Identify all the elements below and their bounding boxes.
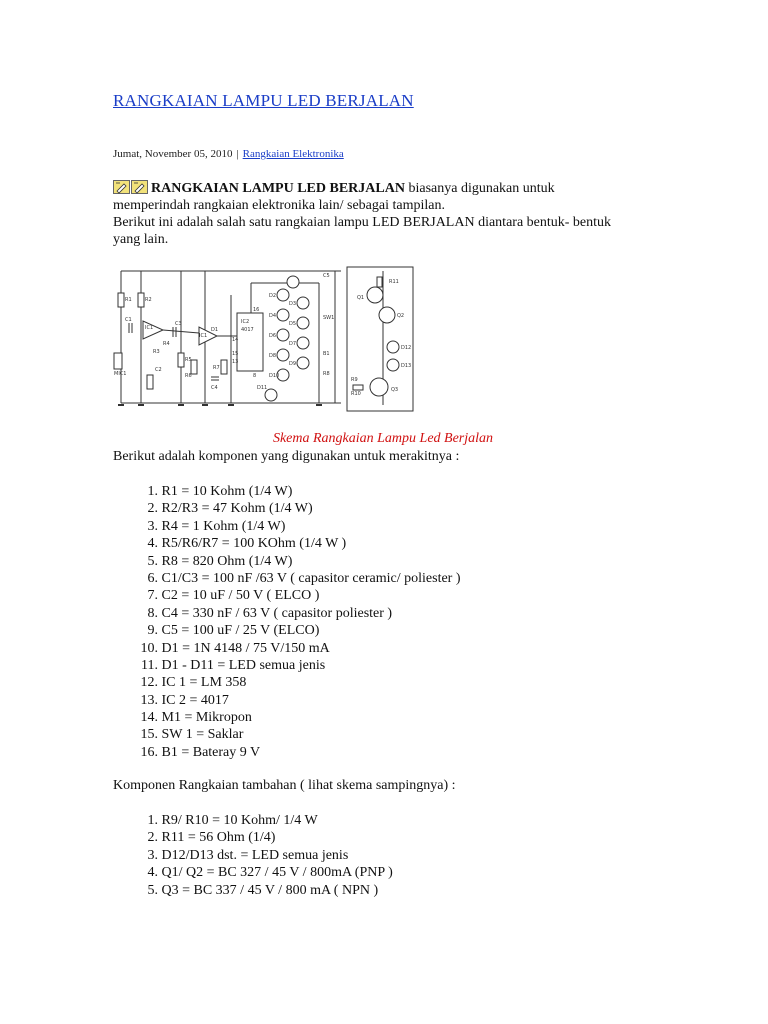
list-item: 2. R2/R3 = 47 Kohm (1/4 W) — [147, 501, 313, 517]
list-item: 4. R5/R6/R7 = 100 KOhm (1/4 W ) — [147, 536, 347, 552]
list-item: 4. Q1/ Q2 = BC 327 / 45 V / 800mA (PNP ) — [147, 865, 393, 881]
led-label: D4 — [269, 313, 277, 319]
schematic-label: R7 — [213, 365, 220, 371]
list-item: 15. SW 1 = Saklar — [140, 727, 244, 743]
schematic-label: C1 — [125, 317, 132, 323]
schematic-label: R8 — [323, 371, 330, 377]
intro-line-2: memperindah rangkaian elektronika lain/ sebagai tampilan. — [113, 198, 445, 213]
list-item: 5. Q3 = BC 337 / 45 V / 800 mA ( NPN ) — [147, 882, 379, 898]
schematic-label: D1 — [211, 327, 219, 333]
led-label: D5 — [289, 321, 297, 327]
intro-line-1-rest: biasanya digunakan untuk — [404, 181, 555, 196]
led-label: D3 — [289, 301, 297, 307]
schematic-label: C5 — [323, 273, 330, 279]
schematic-caption: Skema Rangkaian Lampu Led Berjalan — [272, 431, 494, 446]
list-item: 14. M1 = Mikropon — [140, 710, 252, 726]
list-item: 13. IC 2 = 4017 — [140, 692, 229, 708]
intro-bold-title: RANGKAIAN LAMPU LED BERJALAN — [151, 181, 405, 196]
list-item: 11. D1 - D11 = LED semua jenis — [141, 657, 326, 673]
schematic-label: R1 — [125, 297, 132, 303]
list-item: 3. D12/D13 dst. = LED semua jenis — [147, 847, 349, 863]
schematic-label: R6 — [185, 373, 192, 379]
schematic-label: 16 — [253, 307, 260, 313]
schematic-label: 4017 — [241, 327, 254, 333]
led-label: D9 — [289, 361, 297, 367]
components-intro: Berikut adalah komponen yang digunakan untuk merakitnya : — [113, 449, 460, 464]
schematic-label: 15 — [232, 351, 239, 357]
schematic-label: R11 — [389, 279, 399, 285]
list-item: 1. R1 = 10 Kohm (1/4 W) — [147, 484, 293, 499]
post-date: Jumat, November 05, 2010 — [113, 148, 233, 160]
led-label: D6 — [269, 333, 277, 339]
list-item: 2. R11 = 56 Ohm (1/4) — [147, 830, 276, 846]
intro-paragraph — [113, 180, 673, 248]
schematic-label: R4 — [163, 341, 170, 347]
led-label: D7 — [289, 341, 297, 347]
schematic-label: R3 — [153, 349, 160, 355]
article-title-link[interactable]: RANGKAIAN LAMPU LED BERJALAN — [113, 91, 414, 110]
schematic-label: 13 — [232, 359, 239, 365]
schematic-label: R10 — [351, 391, 361, 397]
list-item: 8. C4 = 330 nF / 63 V ( capasitor poliester ) — [147, 605, 393, 621]
led-label: D11 — [257, 385, 268, 391]
category-link[interactable]: Rangkaian Elektronika — [242, 148, 344, 160]
led-label: D8 — [269, 353, 277, 359]
intro-line-1 — [113, 180, 673, 197]
list-item: 1. R9/ R10 = 10 Kohm/ 1/4 W — [147, 813, 318, 828]
schematic-label: Q1 — [357, 295, 365, 301]
schematic-label: 8 — [253, 373, 257, 379]
schematic-label: IC2 — [241, 319, 250, 325]
schematic-label: MIC1 — [114, 371, 127, 377]
list-item: 9. C5 = 100 uF / 25 V (ELCO) — [147, 623, 320, 639]
led-label: D2 — [269, 293, 277, 299]
schematic-label: SW1 — [323, 315, 335, 321]
schematic-label: Q3 — [391, 387, 399, 393]
schematic-label: D12 — [401, 345, 412, 351]
schematic-label: C4 — [211, 385, 218, 391]
schematic-label: 14 — [232, 337, 239, 343]
list-item: 3. R4 = 1 Kohm (1/4 W) — [147, 518, 286, 534]
list-item: 16. B1 = Bateray 9 V — [140, 744, 261, 760]
schematic-label: B1 — [323, 351, 330, 357]
pencil-icons — [113, 180, 149, 194]
extra-components-intro: Komponen Rangkaian tambahan ( lihat skema sampingnya) : — [113, 778, 456, 793]
schematic-label: R5 — [185, 357, 192, 363]
list-item: 12. IC 1 = LM 358 — [140, 675, 247, 691]
schematic-label: D13 — [401, 363, 412, 369]
list-item: 6. C1/C3 = 100 nF /63 V ( capasitor ceramic/ poliester ) — [147, 570, 461, 586]
schematic-label: C3 — [175, 321, 182, 327]
schematic-label: C2 — [155, 367, 162, 373]
schematic-label: R9 — [351, 377, 358, 383]
schematic-label: R2 — [145, 297, 152, 303]
meta-separator: | — [236, 148, 239, 160]
components-list — [113, 483, 461, 761]
led-label: D10 — [269, 373, 280, 379]
list-item: 5. R8 = 820 Ohm (1/4 W) — [147, 553, 293, 569]
intro-line-4: yang lain. — [113, 232, 169, 247]
list-item: 7. C2 = 10 uF / 50 V ( ELCO ) — [147, 588, 320, 604]
intro-line-3: Berikut ini adalah salah satu rangkaian lampu LED BERJALAN diantara bentuk- bentuk — [113, 215, 612, 230]
pencil-icon — [113, 180, 149, 194]
circuit-schematic — [113, 265, 415, 413]
schematic-label: Q2 — [397, 313, 405, 319]
schematic-label: IC1 — [145, 325, 154, 331]
schematic-label: IC1 — [199, 333, 208, 339]
list-item: 10. D1 = 1N 4148 / 75 V/150 mA — [140, 640, 330, 656]
extra-components-list — [113, 812, 393, 899]
post-meta — [113, 148, 344, 160]
